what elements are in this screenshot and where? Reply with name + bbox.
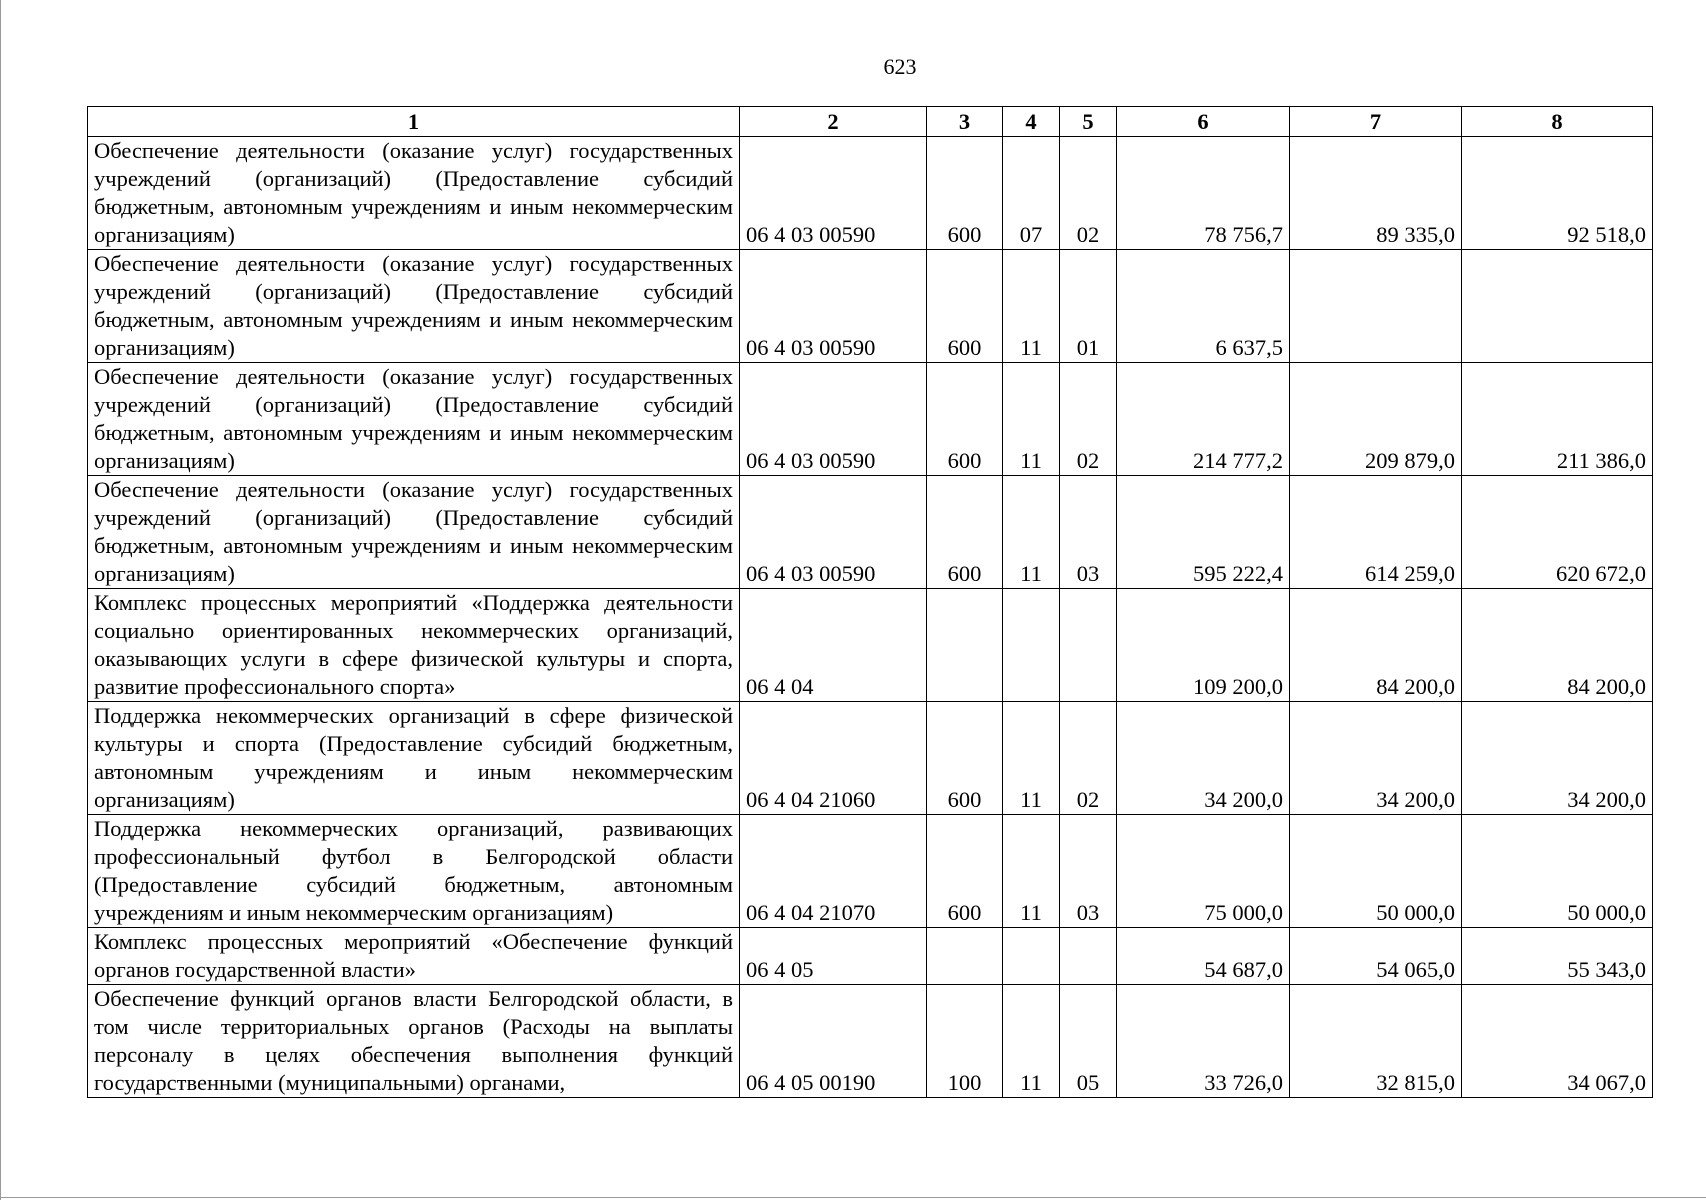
- amount-col-8: 92 518,0: [1462, 137, 1653, 250]
- expense-type-code: [927, 589, 1003, 702]
- section-code: 11: [1003, 250, 1060, 363]
- scan-edge-bottom: [0, 1197, 1706, 1198]
- amount-col-6: 6 637,5: [1117, 250, 1290, 363]
- row-description: Обеспечение деятельности (оказание услуг) государственных учреждений (организаций) (Предоставление субсидий бюджетным, автономным учреждениям и иным некоммерческим организациям): [88, 250, 740, 363]
- subsection-code: [1060, 928, 1117, 985]
- target-article-code: 06 4 04 21070: [740, 815, 927, 928]
- row-description: Обеспечение деятельности (оказание услуг) государственных учреждений (организаций) (Предоставление субсидий бюджетным, автономным учреждениям и иным некоммерческим организациям): [88, 137, 740, 250]
- table-row: [88, 702, 1653, 815]
- header-row: [88, 107, 1653, 137]
- target-article-code: 06 4 05: [740, 928, 927, 985]
- amount-col-7: 614 259,0: [1290, 476, 1462, 589]
- amount-col-7: [1290, 250, 1462, 363]
- amount-col-8: 34 200,0: [1462, 702, 1653, 815]
- table-row: [88, 137, 1653, 250]
- subsection-code: 03: [1060, 476, 1117, 589]
- row-description: Комплекс процессных мероприятий «Поддержка деятельности социально ориентированных некоммерческих организаций, оказывающих услуги в сфере физической культуры и спорта, развитие профессионального спорта»: [88, 589, 740, 702]
- subsection-code: [1060, 589, 1117, 702]
- amount-col-7: 34 200,0: [1290, 702, 1462, 815]
- row-description: Поддержка некоммерческих организаций в сфере физической культуры и спорта (Предоставление субсидий бюджетным, автономным учреждениям и иным некоммерческим организациям): [88, 702, 740, 815]
- section-code: [1003, 928, 1060, 985]
- section-code: 11: [1003, 815, 1060, 928]
- table-row: [88, 476, 1653, 589]
- amount-col-7: 209 879,0: [1290, 363, 1462, 476]
- budget-table: [87, 106, 1653, 1098]
- target-article-code: 06 4 04: [740, 589, 927, 702]
- amount-col-6: 54 687,0: [1117, 928, 1290, 985]
- amount-col-7: 50 000,0: [1290, 815, 1462, 928]
- scan-edge-left: [0, 0, 1, 1200]
- row-description: Обеспечение деятельности (оказание услуг) государственных учреждений (организаций) (Предоставление субсидий бюджетным, автономным учреждениям и иным некоммерческим организациям): [88, 476, 740, 589]
- amount-col-6: 109 200,0: [1117, 589, 1290, 702]
- row-description: Обеспечение функций органов власти Белгородской области, в том числе территориальных органов (Расходы на выплаты персоналу в целях обеспечения выполнения функций государственными (муниципальными) органами,: [88, 985, 740, 1098]
- amount-col-6: 595 222,4: [1117, 476, 1290, 589]
- row-description: Поддержка некоммерческих организаций, развивающих профессиональный футбол в Белгородской области (Предоставление субсидий бюджетным, автономным учреждениям и иным некоммерческим организациям): [88, 815, 740, 928]
- subsection-code: 02: [1060, 702, 1117, 815]
- amount-col-8: [1462, 250, 1653, 363]
- header-cell-2: 2: [740, 107, 927, 137]
- amount-col-8: 34 067,0: [1462, 985, 1653, 1098]
- table-row: [88, 363, 1653, 476]
- header-cell-6: 6: [1117, 107, 1290, 137]
- target-article-code: 06 4 04 21060: [740, 702, 927, 815]
- expense-type-code: 100: [927, 985, 1003, 1098]
- subsection-code: 01: [1060, 250, 1117, 363]
- header-cell-8: 8: [1462, 107, 1653, 137]
- amount-col-7: 54 065,0: [1290, 928, 1462, 985]
- expense-type-code: 600: [927, 250, 1003, 363]
- target-article-code: 06 4 03 00590: [740, 363, 927, 476]
- table-row: [88, 815, 1653, 928]
- row-description: Комплекс процессных мероприятий «Обеспечение функций органов государственной власти»: [88, 928, 740, 985]
- table-row: [88, 250, 1653, 363]
- header-cell-1: 1: [88, 107, 740, 137]
- expense-type-code: 600: [927, 363, 1003, 476]
- expense-type-code: 600: [927, 476, 1003, 589]
- table-row: [88, 589, 1653, 702]
- amount-col-8: 50 000,0: [1462, 815, 1653, 928]
- section-code: [1003, 589, 1060, 702]
- subsection-code: 02: [1060, 363, 1117, 476]
- amount-col-8: 84 200,0: [1462, 589, 1653, 702]
- target-article-code: 06 4 03 00590: [740, 476, 927, 589]
- header-cell-5: 5: [1060, 107, 1117, 137]
- amount-col-7: 32 815,0: [1290, 985, 1462, 1098]
- amount-col-6: 34 200,0: [1117, 702, 1290, 815]
- target-article-code: 06 4 05 00190: [740, 985, 927, 1098]
- amount-col-8: 211 386,0: [1462, 363, 1653, 476]
- header-cell-7: 7: [1290, 107, 1462, 137]
- expense-type-code: 600: [927, 137, 1003, 250]
- target-article-code: 06 4 03 00590: [740, 250, 927, 363]
- amount-col-6: 75 000,0: [1117, 815, 1290, 928]
- subsection-code: 03: [1060, 815, 1117, 928]
- amount-col-6: 78 756,7: [1117, 137, 1290, 250]
- row-description: Обеспечение деятельности (оказание услуг) государственных учреждений (организаций) (Предоставление субсидий бюджетным, автономным учреждениям и иным некоммерческим организациям): [88, 363, 740, 476]
- subsection-code: 02: [1060, 137, 1117, 250]
- amount-col-8: 55 343,0: [1462, 928, 1653, 985]
- amount-col-6: 214 777,2: [1117, 363, 1290, 476]
- section-code: 11: [1003, 702, 1060, 815]
- expense-type-code: 600: [927, 702, 1003, 815]
- target-article-code: 06 4 03 00590: [740, 137, 927, 250]
- header-cell-3: 3: [927, 107, 1003, 137]
- table-row: [88, 928, 1653, 985]
- expense-type-code: [927, 928, 1003, 985]
- section-code: 11: [1003, 476, 1060, 589]
- amount-col-7: 89 335,0: [1290, 137, 1462, 250]
- header-cell-4: 4: [1003, 107, 1060, 137]
- table-row: [88, 985, 1653, 1098]
- section-code: 11: [1003, 985, 1060, 1098]
- subsection-code: 05: [1060, 985, 1117, 1098]
- amount-col-7: 84 200,0: [1290, 589, 1462, 702]
- section-code: 07: [1003, 137, 1060, 250]
- amount-col-8: 620 672,0: [1462, 476, 1653, 589]
- amount-col-6: 33 726,0: [1117, 985, 1290, 1098]
- section-code: 11: [1003, 363, 1060, 476]
- expense-type-code: 600: [927, 815, 1003, 928]
- page-number: 623: [883, 54, 917, 79]
